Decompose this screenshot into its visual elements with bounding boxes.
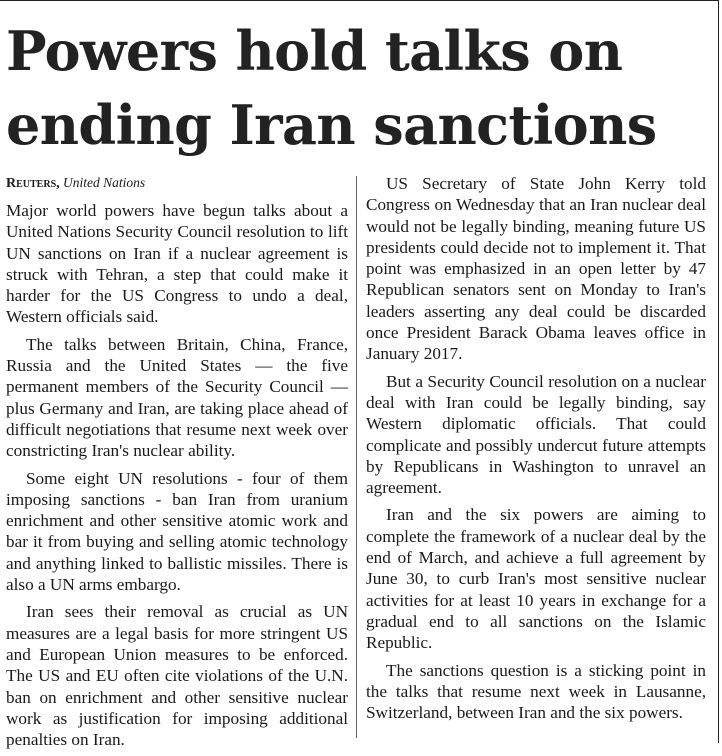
paragraph: The sanctions question is a sticking point in the talks that resume next week in Lausanne, Switzerland, between Iran and the six powers. <box>366 660 706 723</box>
right-rule <box>718 0 719 743</box>
paragraph: The talks between Britain, China, France, Russia and the United States — the five permanent members of the Security Council — plus Germany and Iran, are taking place ahead of difficult negotiations that resume next week over constricting Iran's nuclear ability. <box>6 334 348 461</box>
byline-agency: Reuters, <box>6 176 60 191</box>
paragraph: But a Security Council resolution on a nuclear deal with Iran could be legally binding, say Western diplomatic officials. That could complicate and possibly undercut future attempts by Republicans in Washington to unravel an agreement. <box>366 371 706 498</box>
column-divider <box>356 176 357 738</box>
paragraph: Iran and the six powers are aiming to complete the framework of a nuclear deal by the end of March, and achieve a full agreement by June 30, to curb Iran's most sensitive nuclear activities for at least 10 years in exchange for a gradual end to all sanctions on the Islamic Republic. <box>366 505 706 653</box>
article-column-left <box>6 173 348 756</box>
byline <box>6 173 348 193</box>
article-column-right <box>366 173 706 729</box>
paragraph: Some eight UN resolutions - four of them imposing sanctions - ban Iran from uranium enrichment and other sensitive atomic work and bar it from buying and selling atomic technology and anything linked to ballistic missiles. There is also a UN arms embargo. <box>6 468 348 595</box>
headline: Powers hold talks on ending Iran sanctions <box>6 19 657 157</box>
paragraph: Iran sees their removal as crucial as UN measures are a legal basis for more stringent US and European Union measures to be enforced. The US and EU often cite violations of the U.N. ban on enrichment and other sensitive nuclear work as justification for imposing additional penalties on Iran. <box>6 602 348 750</box>
top-rule <box>0 0 718 1</box>
paragraph: Major world powers have begun talks about a United Nations Security Council resolution to lift UN sanctions on Iran if a nuclear agreement is struck with Tehran, a step that could make it harder for the US Congress to undo a deal, Western officials said. <box>6 201 348 327</box>
paragraph: US Secretary of State John Kerry told Congress on Wednesday that an Iran nuclear deal would not be legally binding, meaning future US presidents could decide not to implement it. That point was emphasized in an open letter by 47 Republican senators sent on Monday to Iran's leaders asserting any deal could be discarded once President Barack Obama leaves office in January 2017. <box>366 174 706 364</box>
byline-location: United Nations <box>63 175 146 190</box>
